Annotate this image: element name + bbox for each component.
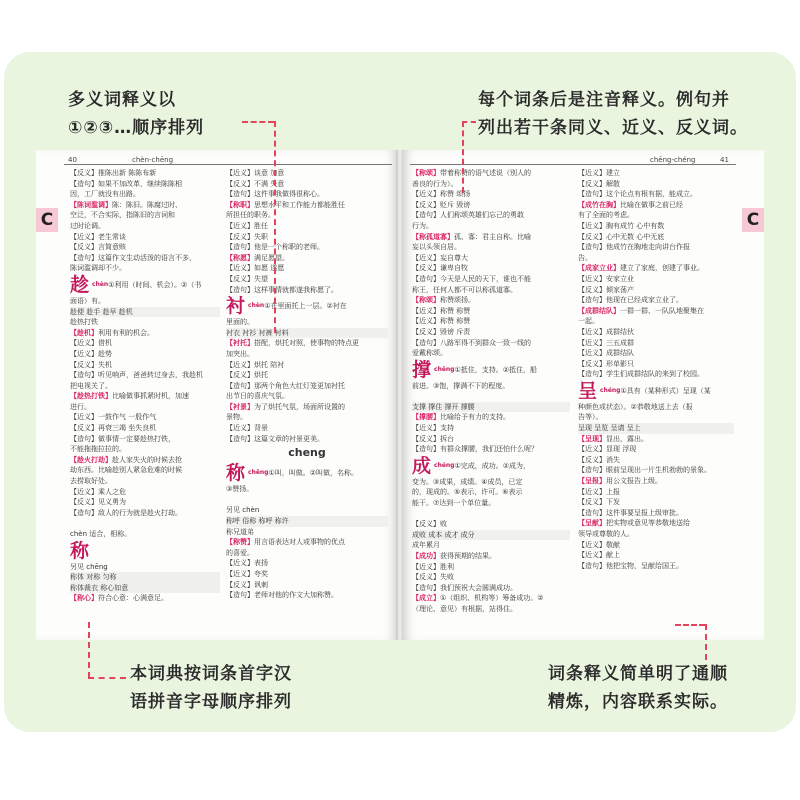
entry-line: 【造句】眼前呈现出一片生机勃勃的景象。 [578,466,711,475]
leader-top-left-v [274,121,276,333]
entry-line [70,518,220,529]
entry-line: 【近义】如愿 遂愿 [226,264,285,273]
entry-definition: 称赞颂扬。 [440,296,475,305]
entry-headword: 【呈报】 [578,477,606,486]
headword-glyph: 称 [70,539,90,562]
dictionary-entry [226,402,388,413]
entry-definition: 获得预期的结果。 [440,552,496,560]
entry-line: 告。 [578,253,592,262]
leader-bottom-left-v [88,622,90,678]
entry-line: 爱戴称颂。 [412,349,447,358]
entry-line: 【反义】烘托 [226,371,268,380]
entry-line: 领导或尊敬的人。 [578,530,634,538]
dictionary-spread [36,150,764,640]
entry-definition: 搭配，烘托对照，使事物的特点更 [254,339,359,348]
entry-line: 【反义】拆台 [412,434,454,443]
entry-line: 里面的。 [226,318,254,327]
entry-line: 不能拖拖拉拉的。 [70,445,126,454]
related-words-row: 称呼 俗称 称呼 称许 [226,516,388,527]
entry-definition: 显出，露出。 [606,434,648,443]
entry-headword: 【称孤道寡】 [412,232,454,241]
entry-line: 【反义】倾家荡产 [578,285,634,294]
entry-line: 【近义】上报 [578,487,620,496]
entry-line: 【近义】胜利 [412,562,454,571]
entry-line: 有了全面的考虑。 [578,211,634,220]
entry-line: 【近义】老生常谈 [70,232,126,241]
leader-top-right-h [462,121,476,123]
entry-line: 妄以头领自居。 [412,243,461,252]
entry-definition: 把实物或意见等恭敬地送给 [606,519,690,528]
entry-line: 【造句】做事情一定要趁热打铁， [70,434,175,443]
section-heading: cheng [288,446,326,460]
entry-line: ③赞扬。 [226,485,254,494]
left-letter-tab: C [36,208,58,232]
entry-definition: 孤、寡：君主自称。比喻 [454,232,531,241]
entry-headword: 【称颂】 [412,169,440,177]
headword-glyph: 衬 [226,295,246,318]
entry-definition: ①（组织、机构等）筹备成功。② [440,594,544,603]
right-page-number: 41 [720,156,729,164]
entry-line: 【反义】下发 [578,498,620,507]
entry-line: 【反义】再衰三竭 坐失良机 [70,424,157,433]
entry-line: 【造句】他现在已经成家立业了。 [578,296,683,305]
entry-line: 【反义】失望 [226,274,268,283]
definition-text: ①完成，成功。②成为， [454,461,531,470]
dictionary-entry [412,168,570,179]
callout-bottom-right-line-1: 词条释义简单明了通顺 [548,664,728,684]
entry-line: 【造句】学生们成群结队的来到了校园。 [578,370,704,379]
callout-top-right-line-1: 每个词条后是注音释义。例句并 [478,90,730,110]
entry-definition: 趁人家失火的时候去抢 [112,455,182,464]
dictionary-entry [226,537,388,548]
entry-line: 【造句】这件事要呈报上级审批。 [578,508,683,517]
entry-line: 告等）。 [578,413,603,422]
entry-headword: 【陈词滥调】 [70,200,112,209]
entry-line: 【造句】敌人的行为就是趁火打劫。 [70,508,182,517]
left-page [36,150,398,640]
related-words-row: 呈现 呈览 呈请 呈上 [578,423,734,434]
right-letter-tab: C [742,208,764,232]
dictionary-entry [412,412,570,423]
pinyin: chéng [434,461,455,469]
entry-line [412,391,570,402]
entry-line: 【反义】解散 [578,179,620,188]
definition-text: ①抵住，支持。②抵住，船 [454,365,538,374]
left-page-number: 40 [68,156,77,164]
entry-definition: 建立了家庭，创建了事业。 [620,264,704,273]
entry-line: 【造句】今天是人民的天下，谁也不能 [412,274,531,283]
headword-glyph: 呈 [578,379,598,402]
entry-line: 另见 chēng [70,562,108,571]
entry-line: 【近义】敬献 [578,540,620,549]
entry-headword: 【称愿】 [226,253,254,262]
pinyin: chéng [600,386,621,394]
callout-top-left-line-2: ①②③…顺序排列 [68,118,205,138]
entry-definition: 一群一群、一队队地聚集在 [620,306,704,315]
entry-line: 【近义】献上 [578,551,620,560]
entry-line: 【近义】称赞 称赞 [412,317,471,326]
entry-headword: 【衬托】 [226,339,254,348]
entry-line: 【反义】讽刺 [226,580,268,589]
entry-line: 【近义】称赞 颂扬 [412,190,471,199]
entry-line: 【近义】烘托 陪衬 [226,360,285,369]
entry-line: 变为。③成果，成绩。④成员，已定 [412,477,523,486]
left-column-2 [226,168,388,601]
definition-text: ①在里面托上一层。②衬在 [264,302,347,311]
pinyin: chēng [248,469,269,477]
entry-line: 【近义】显现 浮现 [578,445,637,454]
right-header-rule [410,164,736,165]
entry-headword: 【称心】 [70,594,98,603]
dictionary-entry [70,391,220,402]
headword-glyph: 称 [226,462,246,485]
entry-line: 【造句】人们称颂英雄们忘己的勇敢 [412,211,524,220]
entry-line: 【近义】趁势 [70,349,112,358]
entry-line: 加突出。 [226,349,254,358]
headword-character [70,540,220,562]
entry-definition: 利用有利的机会。 [98,328,154,337]
dictionary-entry [578,476,734,487]
entry-line: 一起。 [578,317,599,326]
entry-definition: 思想水平和工作能力都能胜任 [254,200,345,209]
dictionary-entry [412,593,570,604]
entry-headword: 【衬景】 [226,402,254,411]
entry-line: 【近义】妄自尊大 [412,253,468,262]
dictionary-entry [578,263,734,274]
entry-line: 面语）有。 [70,296,105,305]
entry-line: 【近义】夸奖 [226,570,268,578]
entry-line: （理论、意见）有根据，站得住。 [412,604,517,613]
dictionary-entry [226,253,388,264]
entry-line: 【造句】这篇作文生动活泼的语言不多， [70,253,196,262]
entry-line: 【近义】一鼓作气 一股作气 [70,413,157,422]
entry-line: 【造句】这个论点有根有据，能成立。 [578,190,697,199]
dictionary-entry [578,518,734,529]
entry-line: 【近义】成群结队 [578,349,634,358]
entry-line: 【反义】谦卑自牧 [412,264,468,273]
entry-line: 称王，任何人都不可以称孤道寡。 [412,285,517,294]
headword-glyph: 成 [412,454,432,477]
headword-character [412,359,570,381]
entry-line: 出节日的喜庆气氛。 [226,392,289,401]
entry-definition: 比喻在做事之前已经 [620,200,683,209]
entry-headword: 【呈献】 [578,519,606,528]
related-words-row: 衬衣 衬衫 衬裤 衬料 [226,328,388,339]
entry-headword: 【成竹在胸】 [578,200,620,209]
entry-definition: 陈：陈旧。陈腐过时、 [112,200,182,209]
entry-line: 成年累月 [412,541,440,550]
callout-top-left-line-1: 多义词释义以 [68,90,176,110]
entry-definition: 符合心意：心满意足。 [98,594,168,603]
entry-line: 【造句】他是一个称职的老师。 [226,243,324,252]
entry-line: 【近义】借机 [70,339,112,348]
pinyin: chēng [434,365,455,373]
entry-line: 【反义】失机 [70,360,112,369]
dictionary-entry [578,200,734,211]
headword-character [226,295,388,317]
entry-line: 【反义】心中无数 心中无底 [578,232,665,241]
entry-headword: 【趁热打铁】 [70,392,112,401]
entry-line: 所担任的职务。 [226,211,275,220]
headword-character [226,462,388,484]
entry-definition: 为了烘托气氛，场面所设置的 [254,402,345,411]
entry-headword: 【呈现】 [578,434,606,443]
entry-line: 【反义】贬斥 毁谤 [412,200,471,209]
right-running-head: chēng-chéng [650,156,696,164]
entry-line: 【造句】老师对他的作文大加称赞。 [226,591,338,600]
entry-line: 【反义】言简意赅 [70,243,126,252]
entry-line: 【反义】见义勇为 [70,498,126,507]
pinyin: chèn [248,302,265,310]
leader-top-right-v [462,121,464,193]
callout-bottom-right [548,660,728,716]
dictionary-entry [70,455,220,466]
callout-bottom-right-line-2: 精炼，内容联系实际。 [548,692,728,712]
entry-line: 【造句】这件事我做得很称心。 [226,190,324,199]
entry-headword: 【称职】 [226,200,254,209]
entry-line: 的，现成的。⑤表示，许可。⑥表示 [412,488,523,497]
entry-line: chèn 适合，相称。 [70,530,132,538]
related-words-row: 趁便 趁手 趁早 趁机 [70,307,220,318]
right-column-2 [578,168,734,571]
entry-line: 景物。 [226,413,247,422]
left-header-rule [64,164,392,165]
entry-line: 另见 chèn [226,506,260,515]
entry-line [412,509,570,520]
entry-line: 【近义】胜任 [226,221,268,230]
dictionary-entry [578,434,734,445]
entry-headword: 【称颂】 [412,296,440,305]
headword-character [70,274,220,296]
related-words-row: 称体 对称 匀称 [70,572,220,583]
entry-line: 【造句】那两个角色大红灯笼更加衬托 [226,381,345,390]
entry-line: 过时论调。 [70,221,105,230]
entry-line: 种颜色或状态）。②恭敬地送上去（报 [578,402,693,411]
entry-line: 的喜爱。 [226,548,254,557]
entry-line: 【造句】他成竹在胸地走向讲台作报 [578,243,690,252]
dictionary-entry [226,338,388,349]
entry-line: 称兄道弟 [226,527,254,536]
entry-line: 劫东西。比喻趁别人紧急危难的时候 [70,466,182,475]
entry-definition: 比喻给予有力的支持。 [440,413,510,422]
entry-line: 【造句】他把宝物，呈献给国王。 [578,561,683,570]
entry-line: 【反义】推陈出新 陈陈布新 [70,169,157,177]
entry-line: 【近义】胸有成竹 心中有数 [578,221,665,230]
entry-line: 【反义】形单影只 [578,359,634,368]
entry-line: 【造句】听见响声，爸爸转过身去，我趁机 [70,371,203,380]
entry-line: 【近义】三五成群 [578,338,634,347]
dictionary-entry [70,593,220,604]
callout-top-right-line-2: 列出若干条同义、近义、反义词。 [478,118,748,138]
entry-line: 【反义】失职 [226,232,268,241]
entry-headword: 【成立】 [412,594,440,603]
entry-line: 【造句】这篇文章的衬景更美。 [226,434,324,443]
related-words-row: 称体裁衣 称心如意 [70,583,220,594]
entry-line: 【近义】建立 [578,169,620,177]
definition-text: ①利用（时间、机会）。②（书 [108,280,202,289]
dictionary-entry [578,306,734,317]
dictionary-entry [70,200,220,211]
dictionary-entry [70,328,220,339]
dictionary-entry [412,551,570,562]
entry-line: 前进。③饱，撑满不下的程度。 [412,381,510,390]
headword-glyph: 撑 [412,358,432,381]
entry-line: 【近义】安家立业 [578,274,634,283]
callout-top-right [478,86,748,142]
entry-headword: 【成功】 [412,552,440,560]
entry-line: 【近义】表扬 [226,559,268,568]
leader-bottom-right-v [705,624,707,660]
related-words-row: 成败 成本 成才 成分 [412,530,570,541]
entry-headword: 【成群结队】 [578,306,620,315]
callout-bottom-left-line-1: 本词典按词条首字汉 [130,664,292,684]
entry-line: 趁热打铁 [70,318,98,327]
leader-bottom-right-h [675,624,705,626]
entry-headword: 【趁机】 [70,328,98,337]
entry-headword: 【称赞】 [226,538,254,547]
entry-line: 把电视关了。 [70,381,112,390]
dictionary-entry [226,200,388,211]
entry-line: 去捞取好处。 [70,477,112,486]
definition-text: ①具有（某种形式）呈现（某 [620,386,711,395]
entry-line: 【造句】我们预祝大会圆满成功。 [412,583,517,592]
entry-line: 善良的行为）。 [412,179,458,188]
entry-line: 陈词滥调却不少。 [70,264,126,273]
right-page [402,150,764,640]
entry-line: 【近义】背景 [226,424,268,433]
entry-line: 【近义】谈意 加意 [226,169,285,177]
entry-line: 因，工厂就没有出路。 [70,190,140,199]
entry-line: 【反义】不满 失意 [226,179,285,188]
entry-line [226,495,388,506]
entry-line: 【反义】败 [412,520,447,529]
entry-line: 【反义】失败 [412,573,454,582]
entry-line: 【造句】这样事情就都遂我称愿了。 [226,285,338,294]
entry-line: 行为。 [412,221,433,230]
entry-headword: 【趁火打劫】 [70,455,112,464]
entry-definition: 用言语表达对人或事物的优点 [254,538,345,547]
entry-definition: 带着称赞的语气述说（别人的 [440,169,531,177]
left-running-head: chèn-chēng [132,156,174,164]
definition-text: ①叫，叫做。②叫做，名称。 [268,469,359,478]
entry-line: 【反义】消失 [578,455,620,464]
entry-line: 【近义】成群结伙 [578,327,634,336]
headword-character [578,380,734,402]
right-column-1 [412,168,570,615]
entry-headword: 【撑腰】 [412,413,440,422]
entry-line: 空泛，不合实际，指陈旧的言词和 [70,211,175,220]
entry-line: 能干。⑦达到一个单位量。 [412,499,496,508]
entry-line: 【反义】毁谤 斥责 [412,327,471,336]
callout-bottom-left-line-2: 语拼音字母顺序排列 [130,692,292,712]
headword-character [412,455,570,477]
left-column-1 [70,168,220,604]
related-words-row: 支撑 撑住 撑开 撑腰 [412,402,570,413]
callout-bottom-left [130,660,292,716]
pinyin: chèn [92,280,109,288]
entry-line: 【近义】乘人之危 [70,487,126,496]
entry-definition: 满足愿望。 [254,253,289,262]
entry-line: 【造句】如果不加改革，继续陈陈相 [70,179,182,188]
callout-top-left [68,86,204,142]
entry-line: 【造句】八路军得不到群众一致一线的 [412,338,531,347]
entry-line: 进行。 [70,402,91,411]
leader-bottom-left-h [88,677,126,679]
headword-glyph: 趁 [70,273,90,296]
entry-headword: 【成家立业】 [578,264,620,273]
entry-line: 【造句】有群众撑腰，我们还怕什么呢？ [412,445,538,454]
dictionary-entry [412,295,570,306]
leader-top-left-h [242,121,274,123]
entry-line: 【近义】支持 [412,424,454,433]
entry-definition: 用公文报告上级。 [606,477,662,486]
entry-line: 【近义】称赞 称赞 [412,306,471,315]
entry-definition: 比喻做事抓紧时机，加速 [112,392,189,401]
dictionary-entry [412,232,570,243]
